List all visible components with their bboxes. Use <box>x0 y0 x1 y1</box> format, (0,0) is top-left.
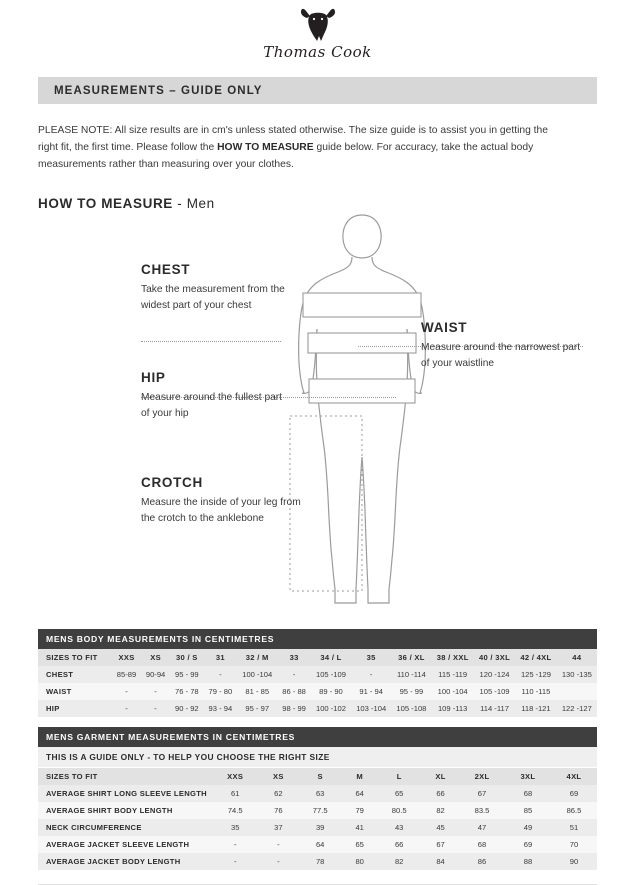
table-cell: - <box>125 703 128 713</box>
row-label: NECK CIRCUMFERENCE <box>46 822 142 832</box>
table-cell: 45 <box>436 822 445 832</box>
table-cell: 95 - 99 <box>175 669 199 679</box>
table-cell: 64 <box>355 788 364 798</box>
brand-name: Thomas Cook <box>263 43 372 61</box>
column-header: 42 / 4XL <box>520 652 552 662</box>
table-cell: 86.5 <box>566 805 582 815</box>
table-cell: - <box>154 686 157 696</box>
table-cell: 130 -135 <box>561 669 592 679</box>
callout-waist-title: WAIST <box>421 319 468 335</box>
table-cell: - <box>125 686 128 696</box>
please-note-text <box>38 123 563 174</box>
table-cell: 84 <box>436 856 445 866</box>
table-cell: 82 <box>436 805 445 815</box>
table-cell: 98 - 99 <box>282 703 306 713</box>
table-cell: 85-89 <box>116 669 137 679</box>
table-cell: 109 -113 <box>437 703 468 713</box>
table-cell: 66 <box>436 788 445 798</box>
callout-hip-body: Measure around the fullest part of your hip <box>141 391 283 419</box>
table-cell: 63 <box>315 788 325 798</box>
table-row <box>38 819 597 836</box>
column-header-sizes: SIZES TO FIT <box>46 771 98 781</box>
table-cell: 70 <box>569 839 579 849</box>
table-cell: 100 -104 <box>437 686 468 696</box>
table-cell: 69 <box>569 788 579 798</box>
table-cell: 65 <box>355 839 364 849</box>
table-cell: 83.5 <box>474 805 490 815</box>
body-table-body <box>38 666 597 717</box>
table-cell: 91 - 94 <box>359 686 384 696</box>
table-cell: - <box>292 669 296 679</box>
column-header: 4XL <box>566 771 582 781</box>
callout-waist <box>421 320 586 372</box>
callout-waist-body: Measure around the narrowest part of your waistline <box>421 341 581 369</box>
column-header: 44 <box>572 652 582 662</box>
column-header: 36 / XL <box>398 652 425 662</box>
measurements-band <box>38 77 597 104</box>
table-cell: 95 - 97 <box>245 703 270 713</box>
chest-leader-line <box>141 341 281 342</box>
row-label: CHEST <box>46 669 74 679</box>
table-cell: 110 -115 <box>521 686 551 696</box>
table-cell: 39 <box>315 822 325 832</box>
row-label: AVERAGE SHIRT BODY LENGTH <box>46 805 173 815</box>
table-cell: 90 <box>569 856 579 866</box>
bull-logo-icon <box>298 6 338 42</box>
table-cell: 122 -127 <box>561 703 592 713</box>
table-cell: 62 <box>274 788 283 798</box>
column-header: 38 / XXL <box>436 652 469 662</box>
table-cell: 78 <box>315 856 325 866</box>
table-cell: 103 -104 <box>356 703 387 713</box>
table-cell: - <box>277 839 280 849</box>
table-cell: 51 <box>569 822 579 832</box>
table-cell: 69 <box>523 839 533 849</box>
brand-logo <box>0 0 635 61</box>
table-cell: 86 - 88 <box>282 686 306 696</box>
table-row <box>38 785 597 802</box>
garment-table-subtitle: THIS IS A GUIDE ONLY - TO HELP YOU CHOOSE THE RIGHT SIZE <box>38 747 597 768</box>
table-cell: - <box>233 856 237 866</box>
table-cell: 80 <box>355 856 364 866</box>
callout-hip-title: HIP <box>141 369 166 385</box>
row-label: AVERAGE SHIRT LONG SLEEVE LENGTH <box>46 788 207 798</box>
row-label: AVERAGE JACKET SLEEVE LENGTH <box>46 839 190 849</box>
callout-crotch-body: Measure the inside of your leg from the crotch to the anklebone <box>141 496 301 524</box>
table-cell: 65 <box>394 788 404 798</box>
body-table-head <box>38 649 597 666</box>
how-to-measure-title: HOW TO MEASURE <box>38 195 173 211</box>
table-cell: 76 - 78 <box>175 686 199 696</box>
column-header: 32 / M <box>245 652 269 662</box>
table-cell: 86 <box>477 856 487 866</box>
table-cell: 74.5 <box>227 805 243 815</box>
note-prefix: PLEASE NOTE: All size results are in cm's unless stated otherwise. The size guide is to assist you in getting the right fit, the first time. Please follow the <box>38 125 548 153</box>
column-header: 35 <box>366 652 376 662</box>
table-cell: 90-94 <box>145 669 166 679</box>
column-header: 31 <box>215 652 225 662</box>
callout-chest-body: Take the measurement from the widest part of your chest <box>141 283 285 311</box>
table-cell: 80.5 <box>391 805 407 815</box>
table-cell: - <box>277 856 280 866</box>
table-cell <box>557 683 597 700</box>
table-cell: 47 <box>477 822 487 832</box>
column-header: 30 / S <box>176 652 198 662</box>
garment-table-header-row <box>38 768 597 785</box>
measurement-diagram <box>0 215 635 615</box>
table-cell: 79 <box>355 805 364 815</box>
how-to-measure-heading <box>38 196 635 211</box>
table-cell: 49 <box>523 822 533 832</box>
table-cell: 68 <box>523 788 533 798</box>
table-cell: 100 -102 <box>315 703 346 713</box>
column-header: 3XL <box>520 771 536 781</box>
band-title: MEASUREMENTS – GUIDE ONLY <box>54 84 263 97</box>
column-header: XS <box>150 652 161 662</box>
callout-crotch <box>141 475 301 527</box>
callout-crotch-title: CROTCH <box>141 474 203 490</box>
table-cell: 77.5 <box>312 805 328 815</box>
table-cell: 125 -129 <box>520 669 551 679</box>
table-cell: 68 <box>477 839 487 849</box>
garment-measurements-table <box>38 727 597 870</box>
table-cell: 67 <box>477 788 487 798</box>
garment-table-head <box>38 768 597 785</box>
column-header-sizes: SIZES TO FIT <box>46 652 98 662</box>
callout-chest <box>141 262 301 314</box>
column-header: XL <box>435 771 446 781</box>
table-cell: 115 -119 <box>438 669 468 679</box>
column-header: XXS <box>227 771 244 781</box>
table-cell: 64 <box>315 839 325 849</box>
table-cell: 43 <box>394 822 404 832</box>
column-header: S <box>317 771 323 781</box>
table-row <box>38 853 597 870</box>
table-cell: 82 <box>394 856 404 866</box>
table-cell: - <box>369 669 373 679</box>
garment-table-body <box>38 785 597 870</box>
table-cell: - <box>233 839 237 849</box>
table-cell: 105 -109 <box>479 686 510 696</box>
column-header: XS <box>273 771 284 781</box>
table-cell: 61 <box>230 788 240 798</box>
row-label: HIP <box>46 703 60 713</box>
column-header: M <box>356 771 363 781</box>
table-row <box>38 802 597 819</box>
table-cell: 79 - 80 <box>208 686 233 696</box>
note-suffix: guide below. For accuracy, take the actual body measurements rather than measuring over your clothes. <box>38 141 534 170</box>
table-cell: 76 <box>274 805 283 815</box>
table-cell: 88 <box>523 856 533 866</box>
row-label: WAIST <box>46 686 72 696</box>
garment-table-title: MENS GARMENT MEASUREMENTS IN CENTIMETRES <box>38 727 597 747</box>
table-cell: 67 <box>436 839 445 849</box>
column-header: 2XL <box>474 771 490 781</box>
table-cell: 41 <box>355 822 364 832</box>
table-cell: 105 -109 <box>315 669 346 679</box>
column-header: 34 / L <box>320 652 342 662</box>
column-header: XXS <box>118 652 135 662</box>
callout-hip <box>141 370 291 422</box>
table-cell: - <box>154 703 157 713</box>
table-row <box>38 700 597 717</box>
table-cell: 100 -104 <box>242 669 273 679</box>
table-row <box>38 683 597 700</box>
column-header: 33 <box>289 652 299 662</box>
table-cell: 110 -114 <box>396 669 426 679</box>
how-to-measure-suffix: - Men <box>172 195 215 211</box>
column-header: L <box>396 771 402 781</box>
table-cell: 120 -124 <box>479 669 510 679</box>
table-cell: 93 - 94 <box>208 703 233 713</box>
body-measurements-table <box>38 629 597 717</box>
table-cell: 35 <box>230 822 240 832</box>
table-cell: 118 -121 <box>521 703 551 713</box>
table-cell: - <box>219 669 222 679</box>
table-cell: 66 <box>394 839 404 849</box>
body-table-header-row <box>38 649 597 666</box>
table-cell: 105 -108 <box>396 703 427 713</box>
table-cell: 81 - 85 <box>245 686 270 696</box>
table-row <box>38 666 597 683</box>
body-table <box>38 649 597 717</box>
table-cell: 85 <box>523 805 533 815</box>
table-cell: 90 - 92 <box>175 703 199 713</box>
garment-table <box>38 768 597 870</box>
callout-chest-title: CHEST <box>141 261 191 277</box>
table-cell: 95 - 99 <box>399 686 424 696</box>
table-cell: 114 -117 <box>480 703 509 713</box>
table-cell: 37 <box>274 822 283 832</box>
table-row <box>38 836 597 853</box>
table-cell: 89 - 90 <box>319 686 343 696</box>
note-emphasis: HOW TO MEASURE <box>217 141 314 153</box>
body-table-title: MENS BODY MEASUREMENTS IN CENTIMETRES <box>38 629 597 649</box>
column-header: 40 / 3XL <box>478 652 511 662</box>
row-label: AVERAGE JACKET BODY LENGTH <box>46 856 181 866</box>
